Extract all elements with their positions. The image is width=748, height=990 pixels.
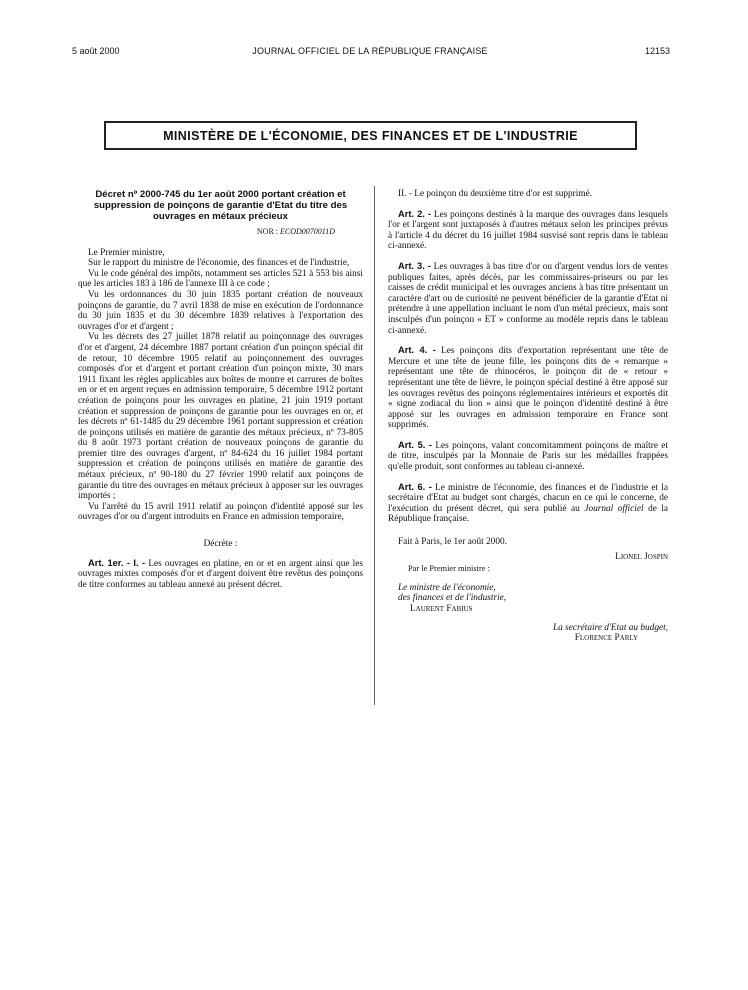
article-4-label: Art. 4. - [398,345,436,356]
article-1-section-ii: II. - Le poinçon du deuxième titre d'or est supprimé. [398,189,593,199]
ministry-banner [104,121,637,150]
article-6-label: Art. 6. - [398,481,432,492]
right-column [388,189,668,644]
preamble-paragraph: Vu les ordonnances du 30 juin 1835 portant création de nouveaux poinçons de garantie, du 7 avril 1838 de mise en exécution de l'ordonnance du 30 juin 1835 et du 30 décembre 1839 relatives à l'exportation des ouvrages d'or et d'argent ; [78,289,363,332]
journal-officiel-reference: Journal officiel [584,503,644,514]
article-6 [388,482,668,525]
minister-name: Laurent Fabius [410,604,473,614]
minister-title-line-2: des finances et de l'industrie, [398,593,507,604]
article-3-text: Les ouvrages à bas titre d'or ou d'argent vendus lors de ventes publiques faites, après décès, par les commissaires-priseurs ou par les caisses de crédit municipal et les ouvrages anciens à bas titre présentant un caractère d'art ou de curiosité ne peuvent bénéficier de la garantie d'Etat ni prétendre à une appellation incluant le nom d'un métal précieux, mais sont insculpés d'un poinçon « ET » conforme au modèle repris dans le tableau ci-annexé. [388,261,668,336]
secretary-title: La secrétaire d'Etat au budget, [553,622,668,633]
header-page-number: 12153 [644,46,670,56]
article-5 [388,440,668,473]
preamble-paragraph: Le Premier ministre, [88,247,165,258]
preamble-paragraph: Vu les décrets des 27 juillet 1878 relatif au poinçonnage des ouvrages d'or et d'argent, 24 décembre 1887 portant création d'un poinçon spécial dit de retour, 10 décembre 1905 relatif au poinçonnement des ouvrages composés d'or et d'argent et portant création d'un poinçon mixte, 30 mars 1911 fixant les règles applicables aux boîtes de montre et carrures de boîtes en or et en argent reçues en admission temporaire, 5 décembre 1912 portant création de poinçons pour les ouvrages en platine, 21 juin 1919 portant création et suppression de poinçons de garantie pour les ouvrages en or, et les décrets nº 61-1485 du 29 décembre 1961 portant suppression et création de poinçons utilisés en matière de garantie des métaux précieux, nº 73-805 du 8 août 1973 portant création de nouveaux poinçons de garantie du premier titre des ouvrages d'argent, nº 84-624 du 16 juillet 1984 portant suppression et création de poinçons utilisés en matière de garantie des métaux précieux, nº 90-180 du 27 février 1990 relatif aux poinçons de garantie du titre des ouvrages en métaux précieux à apposer sur les ouvrages importés ; [78,332,363,502]
nor-label: NOR : [256,227,279,236]
column-divider [374,186,375,705]
preamble-paragraph: Vu l'arrêté du 15 avril 1911 relatif au poinçon d'identité apposé sur les ouvrages d'or ou d'argent introduits en France en admission temporaire, [78,501,363,523]
secretary-name: Florence Parly [574,633,638,644]
signing-date: Fait à Paris, le 1er août 2000. [398,537,507,548]
article-3-label: Art. 3. - [398,260,431,271]
article-1 [78,558,363,591]
article-1-label: Art. 1er. - I. - [88,557,146,568]
minister-title-line-1: Le ministre de l'économie, [398,582,496,593]
by-prime-minister: Par le Premier ministre : [408,564,490,574]
article-2-label: Art. 2. - [398,208,432,219]
nor-reference [78,227,363,238]
article-2 [388,209,668,252]
header-date: 5 août 2000 [72,46,120,56]
article-6-text-a: Le ministre de l'économie, des finances et de l'industrie et la secrétaire d'Etat au budget sont chargés, chacun en ce qui le concerne, de l'exécution du présent décret, qui sera publié au [388,482,668,514]
left-column [78,189,363,590]
decrete-heading: Décrète : [203,539,238,550]
header-journal-title: JOURNAL OFFICIEL DE LA RÉPUBLIQUE FRANÇAISE [252,46,488,56]
article-4 [388,345,668,431]
article-6-text-b: de la République française. [388,503,669,525]
preamble-paragraph: Sur le rapport du ministre de l'économie, des finances et de l'industrie, [88,258,350,269]
article-5-text: Les poinçons, valant concomitamment poinçons de maître et de titre, insculpés par la Monnaie de Paris sur les médailles frappées qu'elle produit, sont conformes au tableau ci-annexé. [388,440,668,473]
signer-prime-minister: Lionel Jospin [615,551,668,562]
article-5-label: Art. 5. - [398,439,433,450]
article-1-text: Les ouvrages en platine, en or et en argent ainsi que les ouvrages mixtes composés d'or et d'argent doivent être revêtus des poinçons de titre conformes au tableau annexé au présent décret. [78,558,364,590]
preamble-paragraph: Vu le code général des impôts, notamment ses articles 521 à 553 bis ainsi que les articles 183 à 186 de l'annexe III à ce code ; [78,268,363,290]
page-header [70,46,670,60]
article-3 [388,261,668,336]
article-2-text: Les poinçons destinés à la marque des ouvrages dans lesquels l'or et l'argent sont juxtaposés à d'autres métaux selon les principes prévus à l'article 4 du décret du 16 juillet 1984 susvisé sont repris dans le tableau ci-annexé. [388,209,668,252]
article-4-text: Les poinçons dits d'exportation représentant une tête de Mercure et une tête de jeune fille, les poinçons dits de « remarque » représentant une tête de rhinocéros, le poinçon dit de « retour » représentant une tête de lièvre, le poinçon spécial destiné à être apposé sur les ouvrages revêtus des poinçons réglementaires intérieurs et exportés dit « signe zodiacal du lion » ainsi que le poinçon d'identité destiné à être apposé sur les ouvrages en admission temporaire en France sont supprimés. [388,346,668,431]
nor-code: ECOD0070011D [280,227,335,236]
ministry-title: MINISTÈRE DE L'ÉCONOMIE, DES FINANCES ET DE L'INDUSTRIE [163,129,578,143]
decree-title: Décret nº 2000-745 du 1er août 2000 portant création et suppression de poinçons de garantie d'Etat du titre des ouvrages en métaux précieux [93,189,348,222]
